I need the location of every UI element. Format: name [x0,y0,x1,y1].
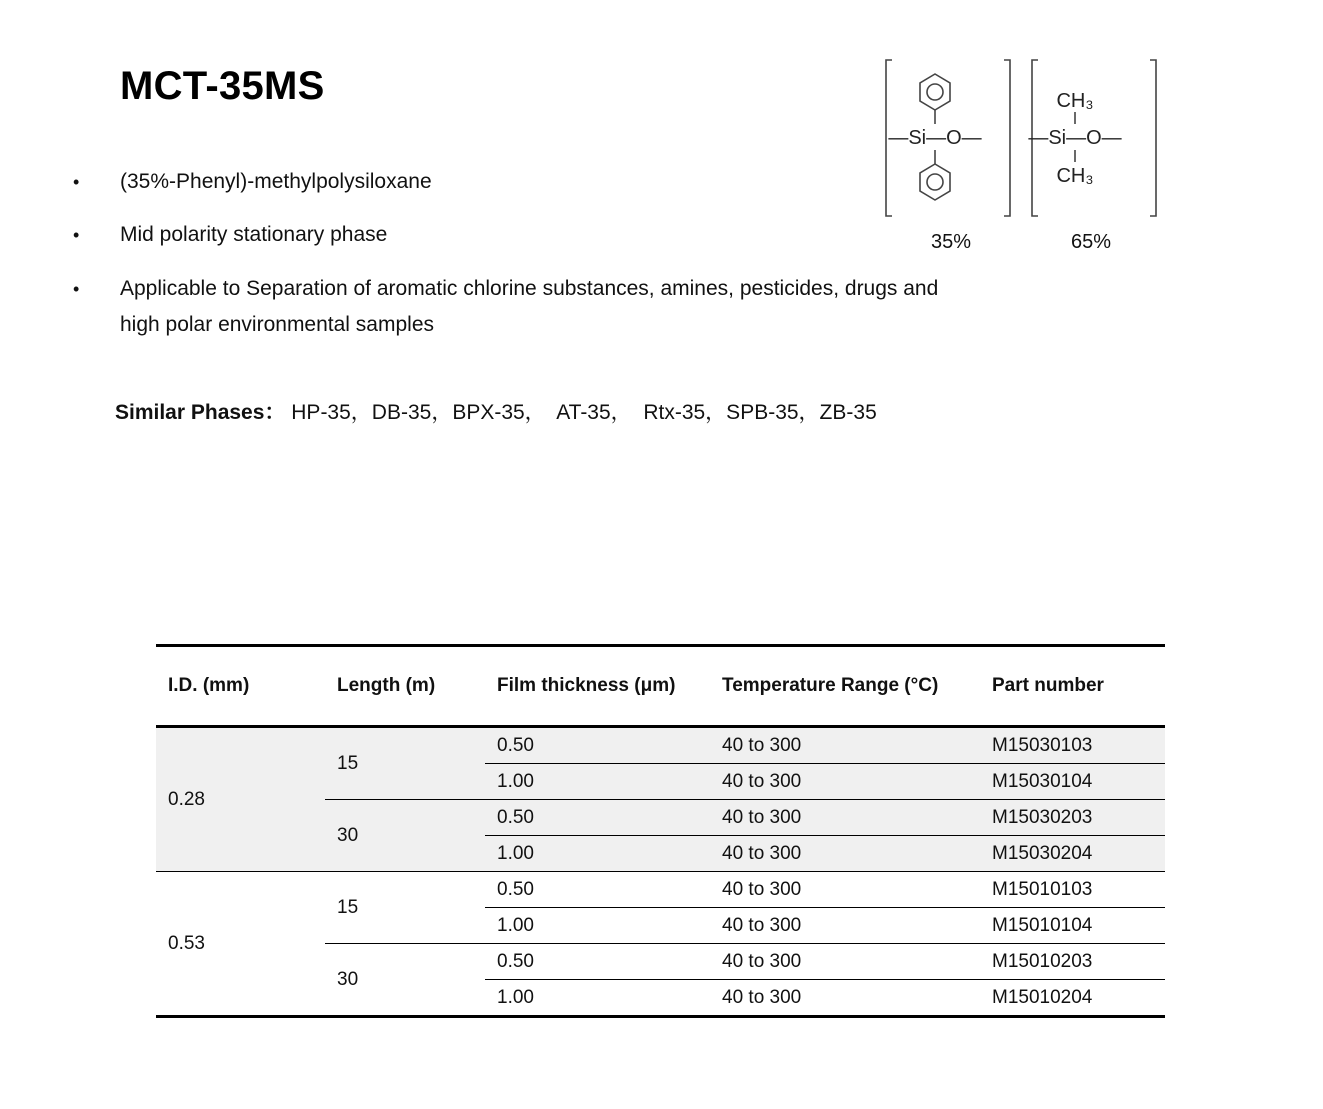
phenyl-ring-icon [920,74,950,110]
header-id: I.D. (mm) [156,646,325,727]
part-cell: M15030204 [980,836,1165,872]
similar-phases [115,396,877,426]
part-cell: M15010203 [980,944,1165,980]
film-cell: 1.00 [485,764,710,800]
id-cell: 0.53 [156,872,325,1017]
structure-diagram [878,52,1168,262]
methyl-bottom: CH₃ [1056,165,1094,187]
film-cell: 0.50 [485,944,710,980]
feature-text: (35%-Phenyl)-methylpolysiloxane [120,170,432,193]
part-cell: M15010103 [980,872,1165,908]
right-bracket-unit1 [1004,60,1010,216]
film-cell: 0.50 [485,727,710,764]
temp-cell: 40 to 300 [710,944,980,980]
feature-item [73,217,388,253]
similar-phases-label: Similar Phases： [115,401,286,424]
temp-cell: 40 to 300 [710,908,980,944]
phenyl-ring-icon [920,164,950,200]
phenyl-ring-inner [927,84,943,100]
feature-text: Applicable to Separation of aromatic chlorine substances, amines, pesticides, drugs and [120,277,939,300]
film-cell: 1.00 [485,908,710,944]
right-bracket-unit2 [1150,60,1156,216]
table-header-row [156,646,1165,727]
chemical-structure [878,52,1168,262]
bullet-icon: • [73,225,80,245]
id-cell: 0.28 [156,727,325,872]
part-cell: M15030104 [980,764,1165,800]
feature-text-continued: high polar environmental samples [120,313,435,336]
part-cell: M15010104 [980,908,1165,944]
product-title: MCT-35MS [120,64,325,108]
part-cell: M15030103 [980,727,1165,764]
specification-table [156,644,1165,1018]
length-cell: 30 [337,968,359,990]
table-row [156,872,1165,908]
temp-cell: 40 to 300 [710,727,980,764]
bullet-icon: • [73,279,80,299]
feature-text: Mid polarity stationary phase [120,223,388,246]
header-part-number: Part number [980,646,1165,727]
phenyl-ring-inner [927,174,943,190]
length-cell: 30 [325,800,485,872]
length-cell: 15 [325,872,485,944]
length-cell: 15 [325,727,485,800]
film-cell: 0.50 [485,800,710,836]
methyl-top: CH₃ [1056,90,1094,112]
unit2-backbone: —Si—O— [1028,127,1122,149]
film-cell: 0.50 [485,872,710,908]
film-cell: 1.00 [485,836,710,872]
table-row [156,727,1165,764]
unit2-percent: 65% [1070,231,1112,253]
feature-item [73,164,432,200]
part-cell: M15030203 [980,800,1165,836]
temp-cell: 40 to 300 [710,764,980,800]
header-length: Length (m) [325,646,485,727]
header-film: Film thickness (μm) [485,646,710,727]
unit1-percent: 35% [930,231,972,253]
part-cell: M15010204 [992,986,1093,1008]
film-cell: 1.00 [497,986,534,1008]
temp-cell: 40 to 300 [710,872,980,908]
similar-phases-values: HP-35，DB-35，BPX-35， AT-35， Rtx-35，SPB-35，ZB-35 [291,401,877,424]
header-temperature: Temperature Range (°C) [710,646,980,727]
temp-cell: 40 to 300 [710,836,980,872]
feature-item [73,271,939,343]
temp-cell: 40 to 300 [722,986,802,1008]
bullet-icon: • [73,172,80,192]
temp-cell: 40 to 300 [710,800,980,836]
unit1-backbone: —Si—O— [888,127,982,149]
